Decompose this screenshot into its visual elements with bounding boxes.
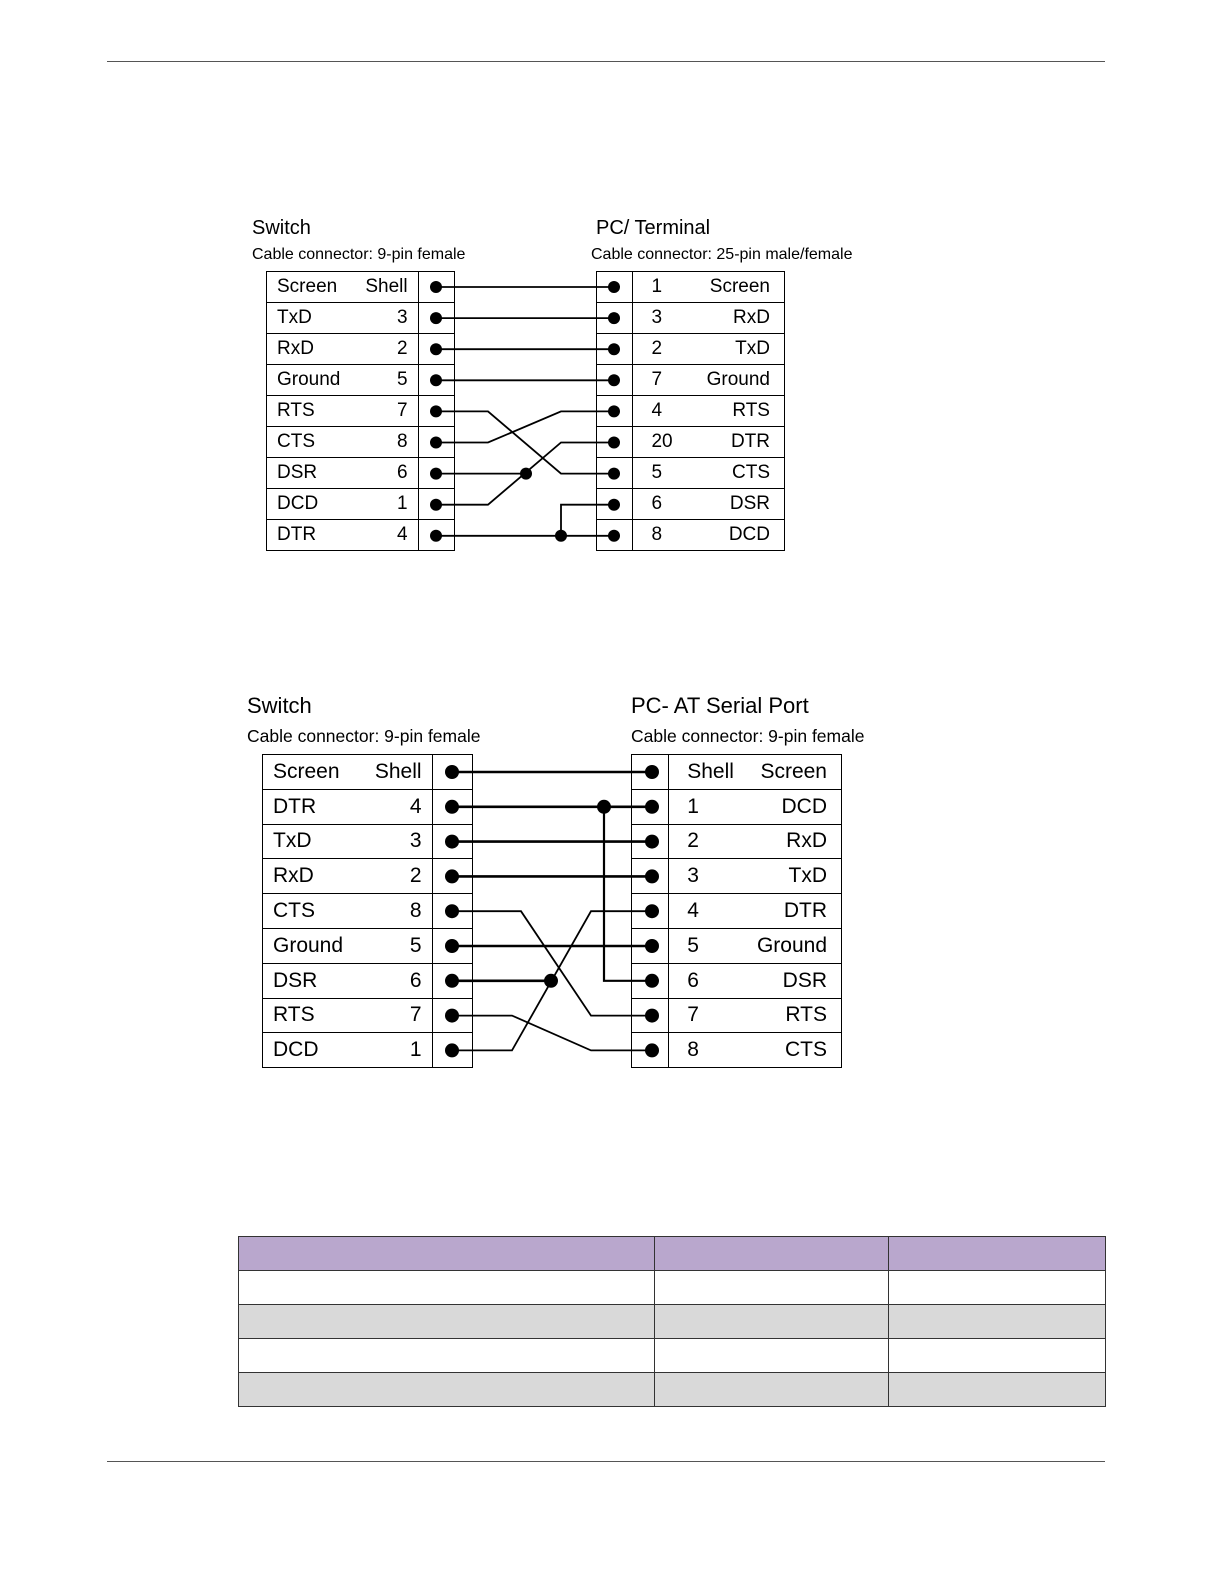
signal-name: Ground [263,928,363,963]
pin-number: 6 [633,489,681,520]
pin-dot [430,437,442,449]
pin-number: 5 [669,928,734,963]
left-title: Switch [247,693,312,718]
pin-dot [430,374,442,386]
signal-name: TxD [734,859,842,894]
left-subtitle: Cable connector: 9-pin female [252,246,466,263]
signal-name: TxD [681,334,785,365]
signal-name: DTR [267,520,357,551]
signal-name: DCD [263,1033,363,1068]
pin-dot [445,904,459,918]
pin-dot [430,281,442,293]
pin-dot [445,939,459,953]
pin-number: 8 [362,894,432,929]
pin-dot [430,468,442,480]
signal-name: DCD [681,520,785,551]
pin-number: 8 [633,520,681,551]
pin-dot [608,468,620,480]
signal-name: DTR [681,427,785,458]
pin-number: 2 [356,334,418,365]
pin-number: 3 [362,824,432,859]
spec-table-header [239,1237,1106,1271]
table-row [239,1271,1106,1305]
signal-name: Screen [681,272,785,303]
signal-name: RTS [263,998,363,1033]
signal-name: DSR [263,963,363,998]
pin-dot [645,974,659,988]
pin-number: 4 [633,396,681,427]
pin-dot [645,1043,659,1057]
pin-number: 5 [356,365,418,396]
pin-dot [608,405,620,417]
pin-dot [608,343,620,355]
signal-name: DCD [267,489,357,520]
signal-name: DTR [263,789,363,824]
left-title: Switch [252,217,311,239]
pin-dot [445,765,459,779]
pin-number: 1 [362,1033,432,1068]
spec-table [238,1236,1106,1407]
pin-dot [608,437,620,449]
pin-dot [645,800,659,814]
signal-name: RxD [267,334,357,365]
pin-dot [608,312,620,324]
signal-name: RTS [681,396,785,427]
signal-name: DSR [267,458,357,489]
pin-number: 1 [356,489,418,520]
pin-number: 7 [356,396,418,427]
right-title: PC- AT Serial Port [631,693,809,718]
signal-name: DSR [734,963,842,998]
pin-dot [645,904,659,918]
wire [604,807,652,981]
pin-number: 6 [669,963,734,998]
pin-number: 7 [633,365,681,396]
junction-dot [520,468,532,480]
pin-number: 5 [362,928,432,963]
wire [561,505,614,536]
signal-name: CTS [267,427,357,458]
signal-name: Screen [734,755,842,790]
pin-dot [445,835,459,849]
signal-name: Ground [681,365,785,396]
table-row [239,1339,1106,1373]
signal-name: RxD [263,859,363,894]
pin-dot [430,499,442,511]
pin-number: 4 [356,520,418,551]
pin-number: 6 [362,963,432,998]
pin-number: 8 [669,1033,734,1068]
pin-number: 8 [356,427,418,458]
pin-number: 2 [633,334,681,365]
signal-name: Screen [263,755,363,790]
left-subtitle: Cable connector: 9-pin female [247,726,481,746]
signal-name: Screen [267,272,357,303]
right-subtitle: Cable connector: 9-pin female [631,726,865,746]
right-subtitle: Cable connector: 25-pin male/female [591,246,853,263]
pin-number: 3 [356,303,418,334]
footer-rule [107,1461,1105,1462]
pin-number: 20 [633,427,681,458]
pin-number: 7 [362,998,432,1033]
pin-dot [645,1009,659,1023]
pin-dot [645,939,659,953]
signal-name: RTS [734,998,842,1033]
signal-name: DCD [734,789,842,824]
pin-number: Shell [669,755,734,790]
pin-number: 1 [633,272,681,303]
signal-name: DTR [734,894,842,929]
table-row [239,1373,1106,1407]
signal-name: Ground [734,928,842,963]
pin-dot [645,869,659,883]
pin-number: 1 [669,789,734,824]
pin-dot [645,835,659,849]
pin-number: 6 [356,458,418,489]
pin-dot [608,281,620,293]
signal-name: RxD [734,824,842,859]
pin-dot [445,800,459,814]
pin-number: 4 [362,789,432,824]
pin-number: 5 [633,458,681,489]
signal-name: RTS [267,396,357,427]
pin-number: Shell [356,272,418,303]
signal-name: CTS [681,458,785,489]
signal-name: CTS [263,894,363,929]
signal-name: TxD [263,824,363,859]
pin-dot [645,765,659,779]
junction-dot [555,530,567,542]
pin-dot [430,530,442,542]
pin-dot [445,1043,459,1057]
signal-name: TxD [267,303,357,334]
table-row [239,1305,1106,1339]
wire [436,411,614,442]
pin-dot [445,974,459,988]
pin-dot [608,374,620,386]
pin-number: 2 [669,824,734,859]
signal-name: Ground [267,365,357,396]
pin-number: 3 [669,859,734,894]
pin-number: Shell [362,755,432,790]
junction-dot [597,800,611,814]
pin-number: 4 [669,894,734,929]
pin-dot [430,312,442,324]
signal-name: RxD [681,303,785,334]
pin-dot [445,1009,459,1023]
wire [452,1016,652,1051]
pin-number: 2 [362,859,432,894]
signal-name: CTS [734,1033,842,1068]
signal-name: DSR [681,489,785,520]
pin-dot [430,343,442,355]
pin-number: 3 [633,303,681,334]
wire [452,911,652,1015]
pin-dot [608,530,620,542]
pin-number: 7 [669,998,734,1033]
pin-dot [445,869,459,883]
pin-dot [608,499,620,511]
right-title: PC/ Terminal [596,217,711,239]
pin-dot [430,405,442,417]
junction-dot [544,974,558,988]
